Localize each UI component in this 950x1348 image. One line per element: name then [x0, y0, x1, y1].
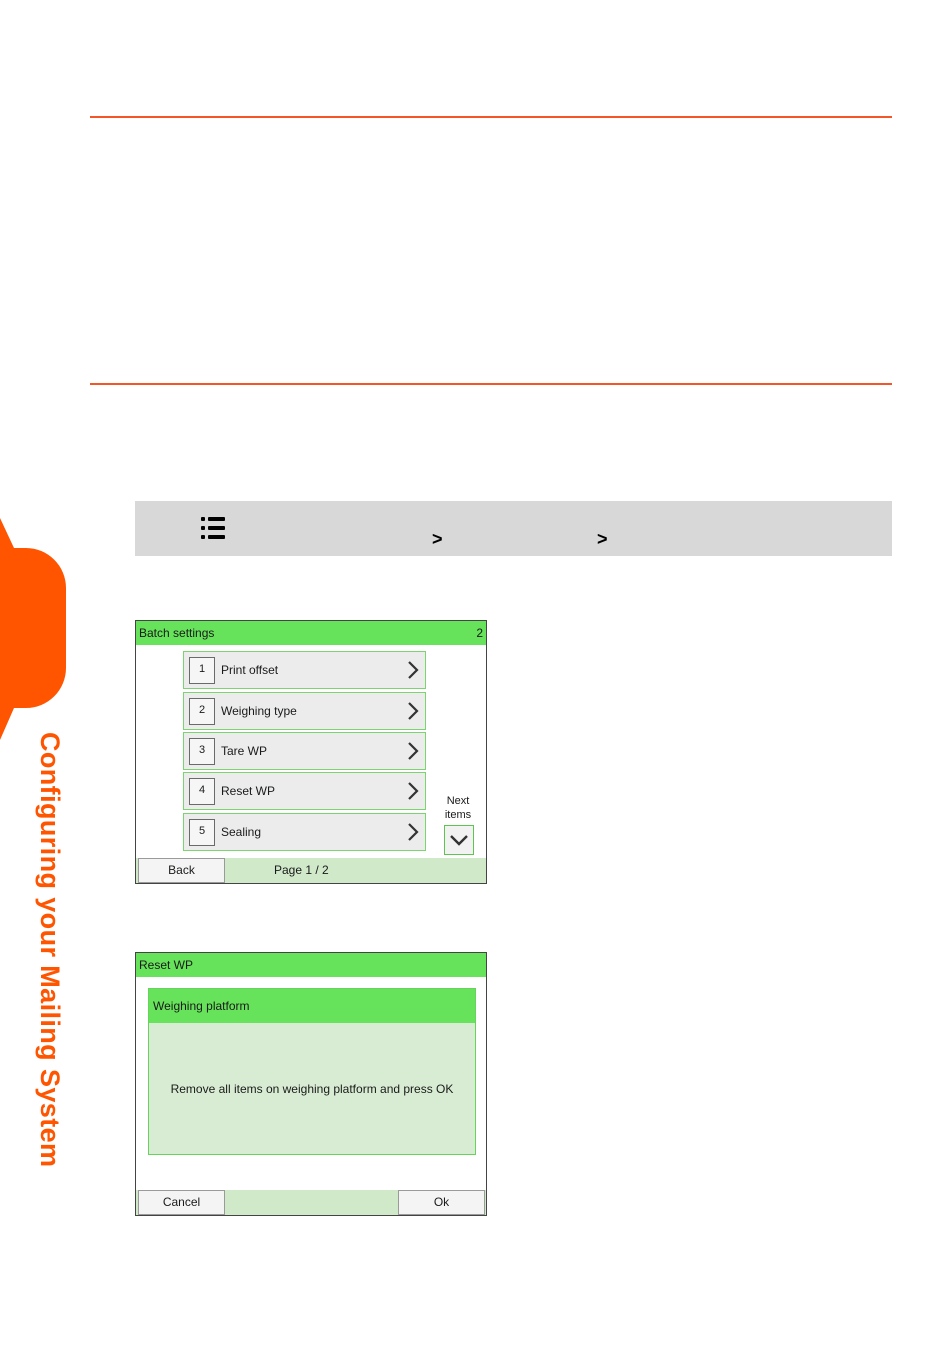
screen-title: Batch settings — [139, 626, 215, 640]
menu-item-reset-wp[interactable] — [183, 772, 426, 810]
weighing-platform-dialog — [148, 988, 476, 1155]
item-label: Tare WP — [221, 744, 268, 758]
menu-item-print-offset[interactable] — [183, 651, 426, 689]
chevron-right-icon — [407, 781, 419, 801]
top-divider — [90, 116, 892, 118]
item-number: 5 — [189, 819, 215, 846]
screen-bottombar — [136, 1190, 486, 1215]
screen-bottombar — [136, 858, 486, 883]
menu-item-weighing-type[interactable] — [183, 692, 426, 730]
back-button[interactable]: Back — [138, 858, 225, 883]
chevron-right-icon — [407, 822, 419, 842]
next-items-label: Next items — [444, 795, 472, 821]
item-number: 2 — [189, 698, 215, 725]
dialog-title: Weighing platform — [149, 989, 475, 1023]
menu-item-tare-wp[interactable] — [183, 732, 426, 770]
ok-button[interactable]: Ok — [398, 1190, 485, 1215]
item-label: Weighing type — [221, 704, 297, 718]
chevron-right-icon — [407, 701, 419, 721]
next-items-button[interactable] — [444, 825, 474, 855]
menu-item-sealing[interactable] — [183, 813, 426, 851]
middle-divider — [90, 383, 892, 385]
menu-path-bar — [135, 501, 892, 556]
chevron-right-icon — [407, 741, 419, 761]
path-separator-1: > — [432, 529, 443, 549]
path-separator-2: > — [597, 529, 608, 549]
page-indicator: Page 1 / 2 — [274, 863, 329, 877]
screen-page-number: 2 — [476, 626, 483, 640]
item-label: Reset WP — [221, 784, 276, 798]
chevron-down-icon — [445, 826, 473, 854]
item-label: Sealing — [221, 825, 262, 839]
item-number: 1 — [189, 657, 215, 684]
screen-titlebar — [136, 953, 486, 977]
reset-wp-screen — [135, 952, 487, 1216]
chapter-tab — [0, 548, 66, 708]
screen-title: Reset WP — [139, 958, 194, 972]
item-number: 3 — [189, 738, 215, 765]
batch-settings-screen — [135, 620, 487, 884]
screen-titlebar — [136, 621, 486, 645]
section-title: Configuring your Mailing System — [35, 732, 65, 1168]
chevron-right-icon — [407, 660, 419, 680]
dialog-message: Remove all items on weighing platform and press OK — [170, 1082, 454, 1096]
item-number: 4 — [189, 778, 215, 805]
list-menu-icon — [201, 517, 225, 539]
cancel-button[interactable]: Cancel — [138, 1190, 225, 1215]
item-label: Print offset — [221, 663, 279, 677]
